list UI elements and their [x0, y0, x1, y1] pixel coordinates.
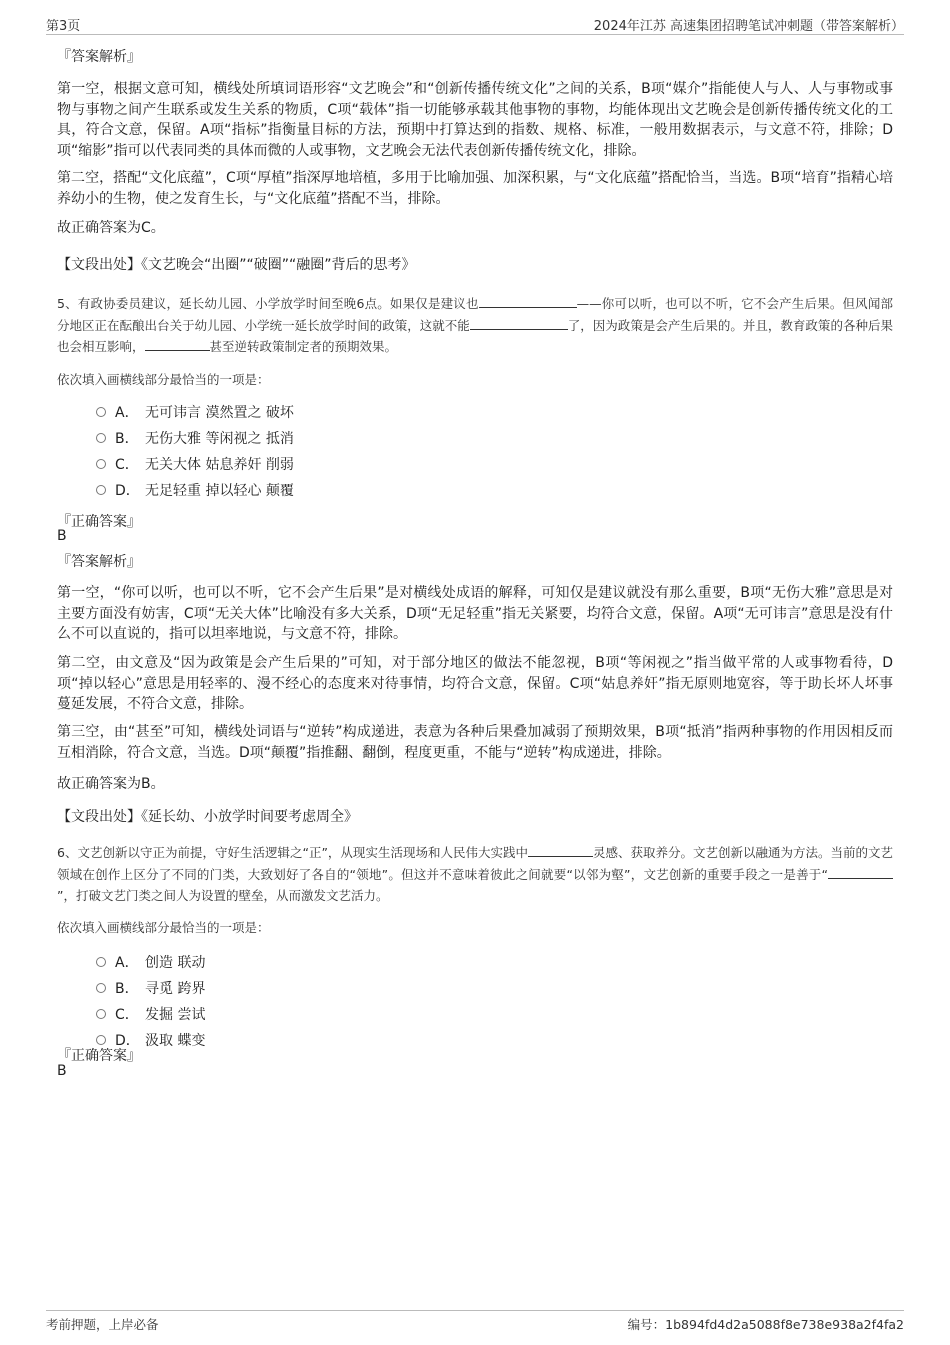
q5-correct-label: 『正确答案』 — [57, 514, 141, 530]
q5-blank-1 — [479, 293, 577, 308]
page-header — [46, 12, 904, 35]
radio-icon[interactable] — [96, 1009, 106, 1019]
q6-stem-part-1: 6、文艺创新以守正为前提，守好生活逻辑之“正”，从现实生活现场和人民伟大实践中 — [57, 845, 528, 860]
radio-icon[interactable] — [96, 485, 106, 495]
q5-blank-2 — [470, 315, 568, 330]
radio-icon[interactable] — [96, 983, 106, 993]
q6-option-c[interactable]: C． 发掘 尝试 — [96, 1005, 205, 1025]
q6-hint: 依次填入画横线部分最恰当的一项是： — [57, 920, 270, 935]
q5-source: 【文段出处】《延长幼、小放学时间要考虑周全》 — [57, 809, 358, 825]
q4-analysis-p2 — [57, 168, 893, 209]
q5-conclusion: 故正确答案为B。 — [57, 776, 165, 792]
q5-analysis-text-1: 第一空，“你可以听，也可以不听，它不会产生后果”是对横线处成语的解释，可知仅是建议就没有那么重要，B项“无伤大雅”意思是对主要方面没有妨害，C项“无关大体”比喻没有多大关系，D项“无足轻重”指无关紧要，均符合文意，保留。A项“无可讳言”意思是没有什么不可以直说的，指可以坦率地说，与文意不符，排除。 — [57, 585, 893, 642]
q4-analysis-text-1: 第一空，根据文意可知，横线处所填词语形容“文艺晚会”和“创新传播传统文化”之间的关系，B项“媒介”指能使人与人、人与事物或事物与事物之间产生联系或发生关系的物质，C项“载体”指一切能够承载其他事物的事物，均能体现出文艺晚会是创新传播传统文化的工具，符合文意，保留。A项“指标”指衡量目标的方法，预期中打算达到的指数、规格、标准，一般用数据表示，与文意不符，排除；D项“缩影”指可以代表同类的具体而微的人或事物，文艺晚会无法代表创新传播传统文化，排除。 — [57, 81, 893, 159]
q4-conclusion: 故正确答案为C。 — [57, 220, 165, 236]
document-id: 编号：1b894fd4d2a5088f8e738e938a2f4fa2 — [627, 1317, 904, 1332]
q5-analysis-p1 — [57, 583, 893, 645]
q5-option-a[interactable]: A． 无可讳言 漠然置之 破坏 — [96, 403, 294, 423]
q5-answer: B — [57, 528, 67, 544]
q5-analysis-text-3: 第三空，由“甚至”可知，横线处词语与“逆转”构成递进，表意为各种后果叠加减弱了预期效果，B项“抵消”指两种事物的作用因相反而互相消除，符合文意，当选。D项“颠覆”指推翻、翻倒，程度更重，不能与“逆转”构成递进，排除。 — [57, 724, 893, 761]
q5-option-b[interactable]: B． 无伤大雅 等闲视之 抵消 — [96, 429, 294, 449]
q5-analysis-p3 — [57, 722, 893, 763]
page-number: 第3页 — [46, 19, 81, 34]
q5-analysis-label: 『答案解析』 — [57, 554, 141, 570]
footer-slogan: 考前押题，上岸必备 — [46, 1317, 159, 1332]
q6-option-a[interactable]: A． 创造 联动 — [96, 953, 205, 973]
page-footer — [46, 1310, 904, 1335]
q5-stem-part-3: 了，因为政策是会产生后果的。并且，教育政策的各种后果也会相互影响， — [57, 317, 893, 354]
q4-analysis-p1 — [57, 79, 893, 161]
q6-option-d[interactable]: D． 汲取 蝶变 — [96, 1031, 205, 1051]
q5-analysis-text-2: 第二空，由文意及“因为政策是会产生后果的”可知，对于部分地区的做法不能忽视，B项“等闲视之”指当做平常的人或事物看待，D项“掉以轻心”意思是用轻率的、漫不经心的态度来对待事情，均符合文意，保留。C项“姑息养奸”指无原则地宽容，等于助长坏人坏事蔓延发展，不符合文意，排除。 — [57, 655, 893, 712]
q5-option-c[interactable]: C． 无关大体 姑息养奸 削弱 — [96, 455, 294, 475]
q5-stem-part-4: 甚至逆转政策制定者的预期效果。 — [209, 339, 398, 354]
q6-stem — [57, 842, 893, 907]
document-title: 2024年江苏 高速集团招聘笔试冲刺题（带答案解析） — [593, 19, 904, 34]
q5-option-d[interactable]: D． 无足轻重 掉以轻心 颠覆 — [96, 481, 294, 501]
radio-icon[interactable] — [96, 459, 106, 469]
radio-icon[interactable] — [96, 407, 106, 417]
q6-option-b[interactable]: B． 寻觅 跨界 — [96, 979, 205, 999]
q4-source: 【文段出处】《文艺晚会“出圈”“破圈”“融圈”背后的思考》 — [57, 257, 416, 273]
q5-hint: 依次填入画横线部分最恰当的一项是： — [57, 372, 270, 387]
q5-blank-3 — [145, 336, 210, 351]
q5-stem-part-2: ——你可以听，也可以不听，它不会产生后果。但风闻部分地区正在酝酿出台关于幼儿园、小学统一延长放学时间的政策，这就不能 — [57, 296, 893, 333]
q6-answer: B — [57, 1063, 67, 1079]
q6-blank-2 — [828, 864, 893, 879]
radio-icon[interactable] — [96, 1035, 106, 1045]
q5-stem-part-1: 5、有政协委员建议，延长幼儿园、小学放学时间至晚6点。如果仅是建议也 — [57, 296, 479, 311]
q5-analysis-p2 — [57, 653, 893, 715]
q6-stem-part-2: 灵感、获取养分。文艺创新以融通为方法。当前的文艺领域在创作上区分了不同的门类，大致划好了各自的“领地”。但这并不意味着彼此之间就要“以邻为壑”，文艺创新的重要手段之一是善于“ — [57, 845, 893, 882]
q4-analysis-text-2: 第二空，搭配“文化底蕴”，C项“厚植”指深厚地培植，多用于比喻加强、加深积累，与“文化底蕴”搭配恰当，当选。B项“培育”指精心培养幼小的生物，使之发育生长，与“文化底蕴”搭配不当，排除。 — [57, 170, 893, 207]
radio-icon[interactable] — [96, 433, 106, 443]
q6-stem-part-3: ”，打破文艺门类之间人为设置的壁垒，从而激发文艺活力。 — [57, 888, 389, 903]
analysis-label: 『答案解析』 — [57, 49, 141, 65]
q6-blank-1 — [528, 842, 593, 857]
q6-correct-label: 『正确答案』 — [57, 1048, 141, 1064]
radio-icon[interactable] — [96, 957, 106, 967]
q5-stem — [57, 293, 893, 358]
